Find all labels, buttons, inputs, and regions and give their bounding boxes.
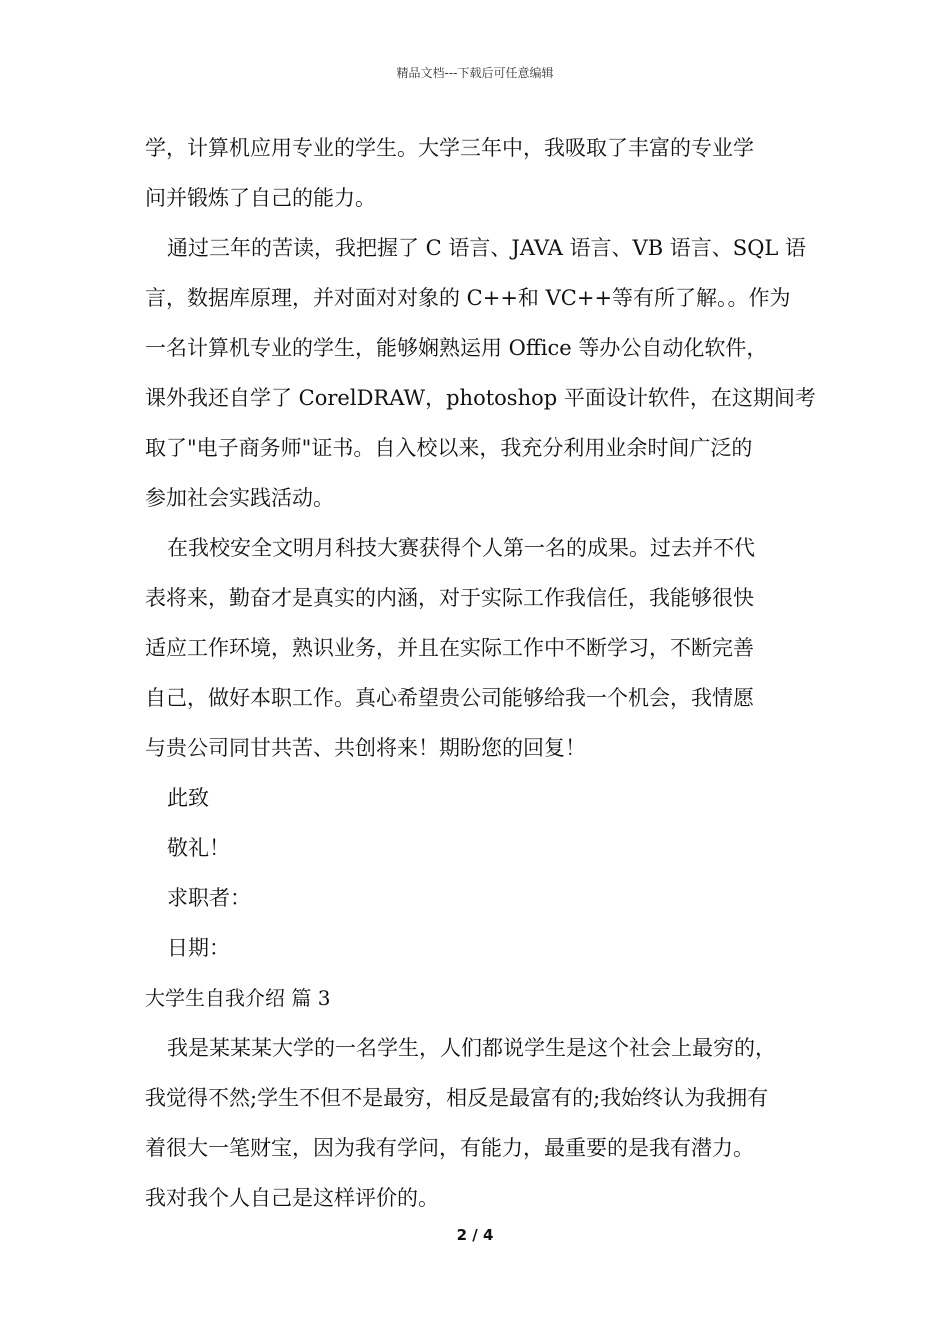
text-line: 我对我个人自己是这样评价的。	[145, 1186, 439, 1210]
text-line: 与贵公司同甘共苦、共创将来！期盼您的回复！	[145, 736, 586, 760]
paragraph-start-line: 在我校安全文明月科技大赛获得个人第一名的成果。过去并不代	[167, 536, 755, 560]
text-line: 着很大一笔财宝，因为我有学问，有能力，最重要的是我有潜力。	[145, 1136, 754, 1160]
text-line: 我觉得不然;学生不但不是最穷，相反是最富有的;我始终认为我拥有	[145, 1086, 769, 1110]
text-line: 课外我还自学了 CorelDRAW，photoshop 平面设计软件，在这期间考	[145, 386, 816, 410]
text-line: 参加社会实践活动。	[145, 486, 334, 510]
text-line: 言，数据库原理，并对面对对象的 C++和 VC++等有所了解。。作为	[145, 286, 791, 310]
text-line: 适应工作环境，熟识业务，并且在实际工作中不断学习，不断完善	[145, 636, 754, 660]
text-line: 一名计算机专业的学生，能够娴熟运用 Office 等办公自动化软件，	[145, 336, 768, 360]
text-line: 表将来，勤奋才是真实的内涵，对于实际工作我信任，我能够很快	[145, 586, 754, 610]
page-number: 2 / 4	[456, 1226, 494, 1244]
signature-line: 求职者：	[167, 886, 251, 910]
document-body	[145, 128, 815, 1228]
text-line: 问并锻炼了自己的能力。	[145, 186, 376, 210]
text-line: 取了"电子商务师"证书。自入校以来，我充分利用业余时间广泛的	[145, 436, 753, 460]
text-line: 自己，做好本职工作。真心希望贵公司能够给我一个机会，我情愿	[145, 686, 754, 710]
salutation-line: 敬礼！	[167, 836, 230, 860]
section-heading: 大学生自我介绍 篇 3	[145, 986, 331, 1010]
page-header: 精品文档---下载后可任意编辑	[396, 66, 554, 80]
text-line: 学，计算机应用专业的学生。大学三年中，我吸取了丰富的专业学	[145, 136, 754, 160]
paragraph-start-line: 我是某某某大学的一名学生，人们都说学生是这个社会上最穷的，	[167, 1036, 776, 1060]
date-line: 日期：	[167, 936, 230, 960]
paragraph-start-line: 通过三年的苦读，我把握了 C 语言、JAVA 语言、VB 语言、SQL 语	[167, 236, 807, 260]
salutation-line: 此致	[167, 786, 209, 810]
